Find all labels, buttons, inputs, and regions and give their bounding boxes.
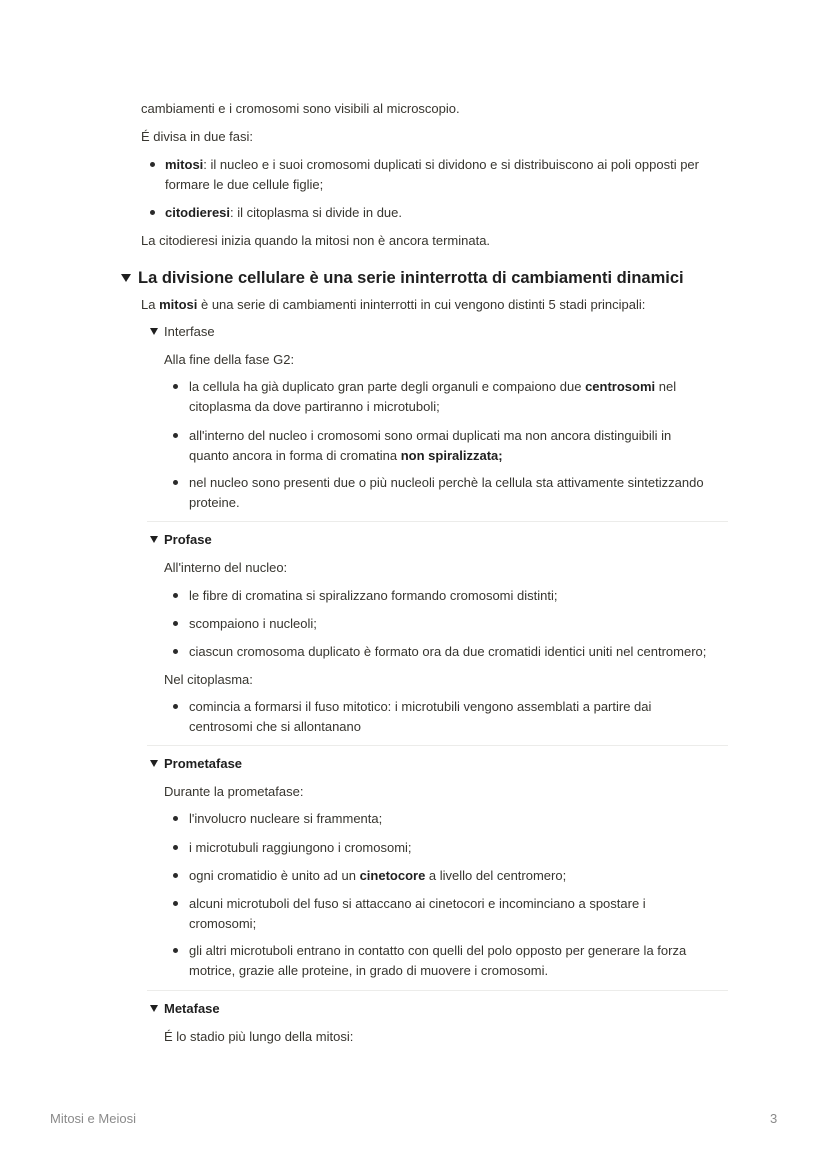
list-item: ciascun cromosoma duplicato è formato ora da due cromatidi identici uniti nel centromero;	[189, 644, 707, 659]
bullet-icon	[173, 621, 178, 626]
footer-doc-title: Mitosi e Meiosi	[50, 1111, 136, 1126]
toggle-metafase[interactable]: Metafase	[164, 1001, 220, 1016]
list-item: all'interno del nucleo i cromosomi sono ormai duplicati ma non ancora distinguibili in	[189, 428, 672, 443]
list-item: l'involucro nucleare si frammenta;	[189, 811, 383, 826]
toggle-triangle-icon[interactable]	[150, 536, 158, 543]
toggle-prometafase[interactable]: Prometafase	[164, 756, 243, 771]
list-item-cont: proteine.	[189, 495, 240, 510]
toggle-profase[interactable]: Profase	[164, 532, 212, 547]
bullet-icon	[173, 433, 178, 438]
bullet-icon	[173, 704, 178, 709]
footer-page-number: 3	[770, 1111, 778, 1126]
list-item: scompaiono i nucleoli;	[189, 616, 317, 631]
list-item: i microtubuli raggiungono i cromosomi;	[189, 840, 412, 855]
intro-line-1: cambiamenti e i cromosomi sono visibili al microscopio.	[141, 101, 460, 116]
bullet-icon	[173, 593, 178, 598]
divider	[147, 521, 728, 522]
list-item: la cellula ha già duplicato gran parte degli organuli e compaiono due centrosomi nel	[189, 379, 677, 394]
toggle-triangle-icon[interactable]	[150, 760, 158, 767]
list-item-cont: cromosomi;	[189, 916, 257, 931]
toggle-triangle-icon[interactable]	[121, 274, 131, 282]
list-item-mitosi: mitosi: il nucleo e i suoi cromosomi duplicati si dividono e si distribuiscono ai poli opposti per	[165, 157, 699, 172]
list-item-citodieresi: citodieresi: il citoplasma si divide in due.	[165, 205, 403, 220]
intro-line-3: La citodieresi inizia quando la mitosi non è ancora terminata.	[141, 233, 491, 248]
bullet-icon	[173, 816, 178, 821]
list-item-cont: citoplasma da dove partiranno i microtuboli;	[189, 399, 440, 414]
bullet-icon	[173, 845, 178, 850]
divider	[147, 745, 728, 746]
bullet-icon	[173, 480, 178, 485]
prometafase-lead: Durante la prometafase:	[164, 784, 304, 799]
list-item-cont: quanto ancora in forma di cromatina non spiralizzata;	[189, 448, 503, 463]
interfase-lead: Alla fine della fase G2:	[164, 352, 295, 367]
bullet-icon	[173, 649, 178, 654]
section-heading[interactable]: La divisione cellulare è una serie ininterrotta di cambiamenti dinamici	[138, 269, 684, 287]
list-item-cont: motrice, grazie alle proteine, in grado di muovere i cromosomi.	[189, 963, 549, 978]
bullet-icon	[173, 873, 178, 878]
profase-lead: All'interno del nucleo:	[164, 560, 288, 575]
toggle-triangle-icon[interactable]	[150, 328, 158, 335]
bullet-icon	[173, 901, 178, 906]
list-item: nel nucleo sono presenti due o più nucleoli perchè la cellula sta attivamente sintetizzando	[189, 475, 704, 490]
bullet-icon	[150, 162, 155, 167]
bullet-icon	[150, 210, 155, 215]
list-item: alcuni microtuboli del fuso si attaccano ai cinetocori e incominciano a spostare i	[189, 896, 646, 911]
metafase-lead: É lo stadio più lungo della mitosi:	[164, 1029, 354, 1044]
bullet-icon	[173, 384, 178, 389]
list-item-mitosi-cont: formare le due cellule figlie;	[165, 177, 324, 192]
list-item-cont: centrosomi che si allontanano	[189, 719, 361, 734]
intro-line-2: É divisa in due fasi:	[141, 129, 254, 144]
bullet-icon	[173, 948, 178, 953]
list-item: comincia a formarsi il fuso mitotico: i microtubili vengono assemblati a partire dai	[189, 699, 652, 714]
list-item: gli altri microtuboli entrano in contatto con quelli del polo opposto per generare la forza	[189, 943, 687, 958]
profase-lead-2: Nel citoplasma:	[164, 672, 253, 687]
toggle-triangle-icon[interactable]	[150, 1005, 158, 1012]
divider	[147, 990, 728, 991]
toggle-interfase[interactable]: Interfase	[164, 324, 215, 339]
section-lead: La mitosi è una serie di cambiamenti ininterrotti in cui vengono distinti 5 stadi principali:	[141, 297, 646, 312]
list-item: le fibre di cromatina si spiralizzano formando cromosomi distinti;	[189, 588, 558, 603]
list-item: ogni cromatidio è unito ad un cinetocore a livello del centromero;	[189, 868, 567, 883]
